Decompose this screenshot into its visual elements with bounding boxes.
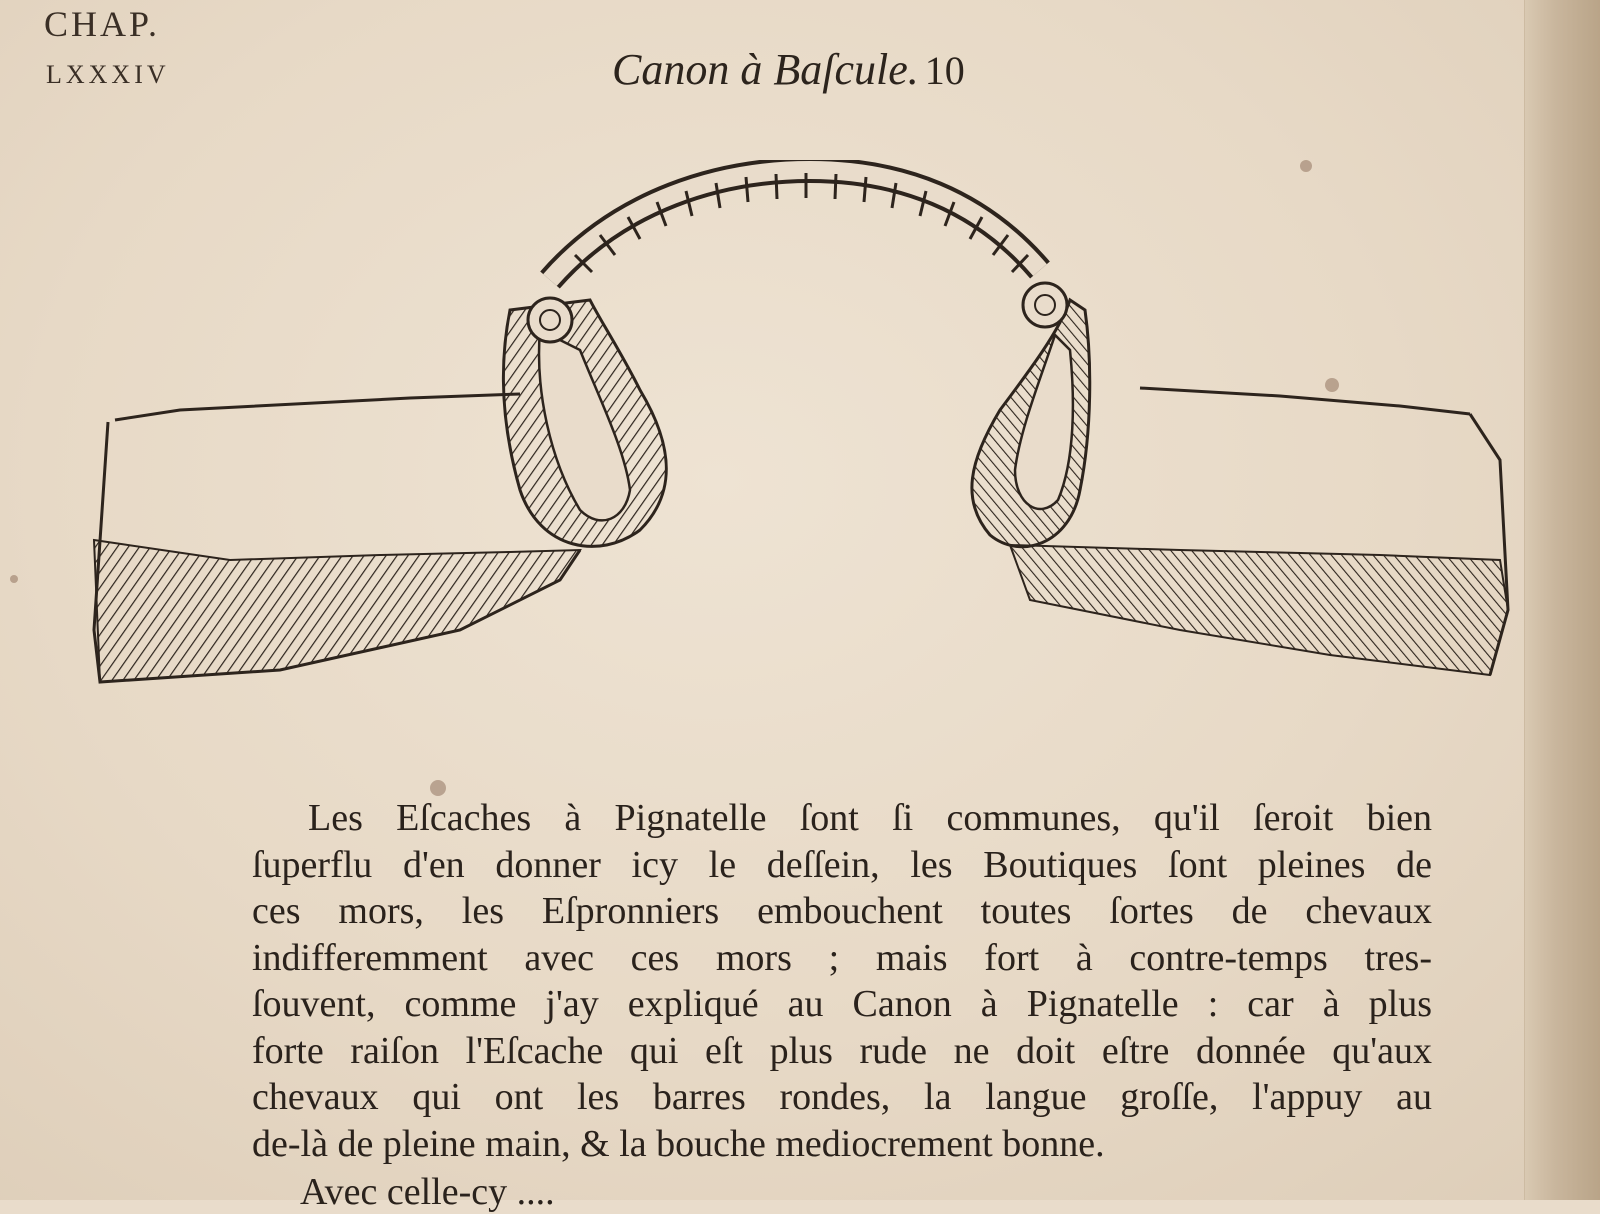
cut-off-text-line: Avec celle-cy .... (300, 1171, 555, 1213)
paper-spot (10, 575, 18, 583)
text-line: ſuperflu d'en donner icy le deſſein, les Boutiques ſont pleines de (252, 843, 1432, 886)
running-title-text: Canon à Baſcule. (612, 45, 919, 94)
plate-number: 10 (924, 48, 965, 93)
text-line: de-là de pleine main, & la bouche mediocrement bonne. (252, 1122, 1105, 1165)
running-title (612, 44, 965, 95)
chapter-label: CHAP. (44, 4, 161, 44)
body-paragraph (252, 795, 1432, 1167)
paper-spot (1325, 378, 1339, 392)
text-line: Les Eſcaches à Pignatelle ſont ſi communes, qu'il ſeroit bien (308, 797, 1432, 839)
paper-spot (430, 780, 446, 796)
text-line: indifferemment avec ces mors ; mais fort à contre-temps tres- (252, 936, 1432, 979)
chapter-number: LXXXIV (46, 60, 170, 89)
text-line: ces mors, les Eſpronniers embouchent toutes ſortes de chevaux (252, 890, 1432, 932)
arched-mouthpiece (550, 170, 1040, 280)
paper-spot (1300, 160, 1312, 172)
woodcut-illustration (80, 160, 1540, 720)
left-cheek-loop (503, 298, 666, 546)
text-line: ſouvent, comme j'ay expliqué au Canon à Pignatelle : car à plus (252, 983, 1432, 1025)
text-line: chevaux qui ont les barres rondes, la langue groſſe, l'appuy au (252, 1076, 1432, 1118)
right-cheek-loop (972, 283, 1090, 547)
text-line: forte raiſon l'Eſcache qui eſt plus rude ne doit eſtre donnée qu'aux (252, 1029, 1432, 1072)
